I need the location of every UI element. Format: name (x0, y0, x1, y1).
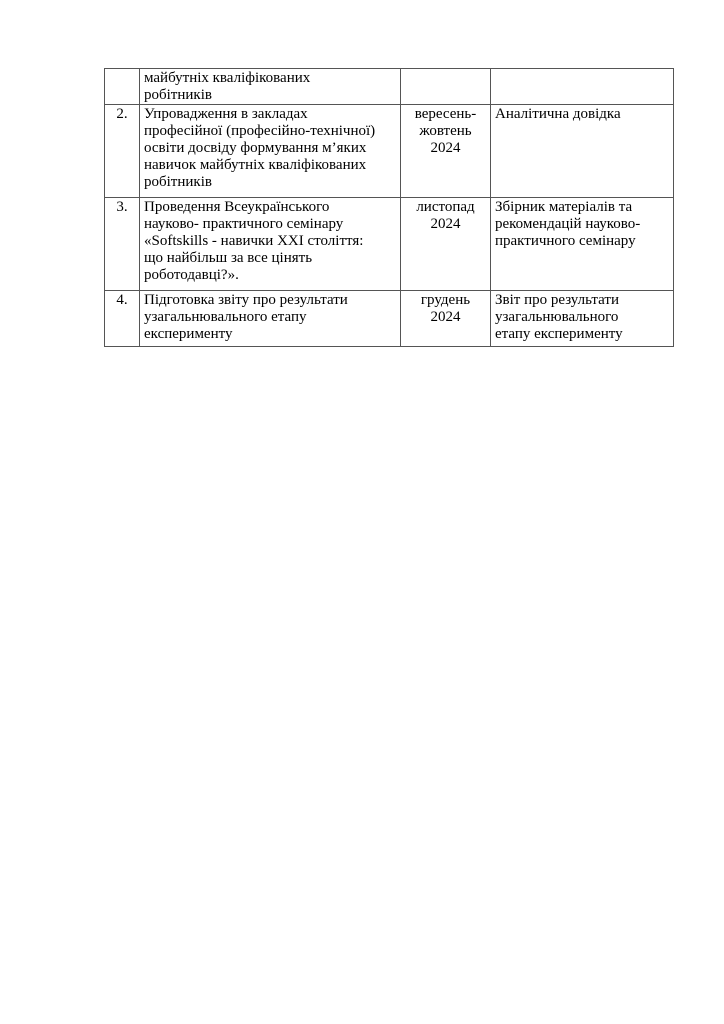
text-line: експерименту (144, 326, 233, 342)
term-cell (401, 69, 491, 105)
term-cell (401, 198, 491, 291)
table-row (105, 198, 674, 291)
text-line: професійної (професійно-технічної) (144, 123, 376, 139)
text-line: освіти досвіду формування м’яких (144, 140, 367, 156)
activity-cell (140, 105, 401, 198)
text-line: етапу експерименту (495, 326, 623, 342)
row-number-cell: 3. (105, 198, 140, 291)
text-line: роботодавці?». (144, 267, 239, 283)
text-line: «Softskills - навички XXI століття: (144, 233, 364, 249)
text-line: узагальнювального (495, 309, 619, 325)
text-line: 2024 (430, 309, 461, 325)
text-line: грудень (420, 292, 471, 308)
work-plan-table (104, 68, 674, 347)
result-cell (491, 198, 674, 291)
term-cell (401, 291, 491, 347)
result-cell (491, 105, 674, 198)
text-line: 2024 (430, 216, 461, 232)
text-line: листопад (416, 199, 475, 215)
text-line: робітників (144, 87, 212, 103)
activity-cell (140, 69, 401, 105)
text-line: рекомендацій науково- (495, 216, 641, 232)
activity-cell (140, 198, 401, 291)
term-cell (401, 105, 491, 198)
text-line: вересень- (414, 106, 477, 122)
text-line: Упровадження в закладах (144, 106, 308, 122)
text-line: Звіт про результати (495, 292, 619, 308)
activity-cell (140, 291, 401, 347)
text-line: жовтень (419, 123, 472, 139)
text-line: що найбільш за все цінять (144, 250, 313, 266)
text-line: Підготовка звіту про результати (144, 292, 348, 308)
text-line: 2024 (430, 140, 461, 156)
row-number-cell: 4. (105, 291, 140, 347)
text-line: узагальнювального етапу (144, 309, 307, 325)
result-cell (491, 69, 674, 105)
row-number-cell (105, 69, 140, 105)
text-line: навичок майбутніх кваліфікованих (144, 157, 367, 173)
text-line: Аналітична довідка (495, 106, 621, 122)
text-line: майбутніх кваліфікованих (144, 70, 311, 86)
row-number-cell: 2. (105, 105, 140, 198)
result-cell (491, 291, 674, 347)
text-line: практичного семінару (495, 233, 636, 249)
table-row (105, 69, 674, 105)
text-line: науково- практичного семінару (144, 216, 344, 232)
text-line: Проведення Всеукраїнського (144, 199, 330, 215)
table-row (105, 105, 674, 198)
text-line: Збірник матеріалів та (495, 199, 633, 215)
text-line: робітників (144, 174, 212, 190)
table-row (105, 291, 674, 347)
